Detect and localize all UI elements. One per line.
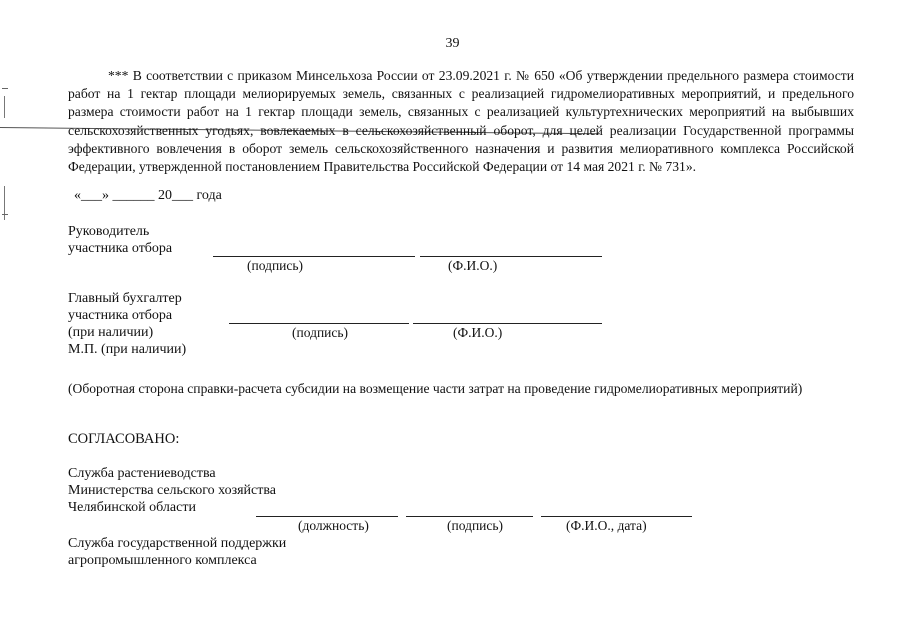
agreed-heading: СОГЛАСОВАНО: — [68, 431, 180, 447]
accountant-stamp-line: М.П. (при наличии) — [68, 342, 187, 357]
plant-signature-caption: (подпись) — [447, 518, 504, 533]
accountant-line2: участника отбора — [68, 308, 173, 323]
accountant-line1: Главный бухгалтер — [68, 291, 182, 306]
plant-position-line — [256, 516, 398, 517]
accountant-signature-line — [229, 323, 409, 324]
accountant-name-line — [413, 323, 602, 324]
accountant-line3: (при наличии) — [68, 325, 154, 340]
page-number: 39 — [445, 36, 460, 51]
plant-position-caption: (должность) — [298, 518, 369, 533]
accountant-name-caption: (Ф.И.О.) — [453, 325, 503, 340]
support-service-line2: агропромышленного комплекса — [68, 553, 257, 568]
head-title-line2: участника отбора — [68, 241, 173, 256]
footnote-paragraph: *** В соответствии с приказом Минсельхоза России от 23.09.2021 г. № 650 «Об утверждении предельного размера стоимости работ на 1 гектар площади мелиорируемых земель, связанных с реализацией гидромелиоративных мероприятий, и предельного размера стоимости работ на 1 гектар площади земель, связанных с реализацией культуртехнических мероприятий на выбывших сельскохозяйственных угодьях, вовлекаемых в сельскохозяйственный оборот, для целей реализации Государственной программы эффективного вовлечения в оборот земель сельскохозяйственного назначения и развития мелиоративного комплекса Российской Федерации, утвержденной постановлением Правительства Российской Федерации от 14 мая 2021 г. № 731». — [68, 68, 854, 175]
head-name-caption: (Ф.И.О.) — [448, 258, 498, 273]
accountant-signature-caption: (подпись) — [292, 325, 349, 340]
plant-service-line2: Министерства сельского хозяйства — [68, 483, 277, 498]
head-signature-caption: (подпись) — [247, 258, 304, 273]
margin-dash — [2, 88, 8, 89]
plant-signature-line — [406, 516, 533, 517]
margin-dash — [2, 214, 8, 215]
plant-service-line3: Челябинской области — [68, 500, 196, 515]
margin-mark — [4, 96, 5, 118]
head-signature-line — [213, 256, 415, 257]
date-line: «___» ______ 20___ года — [74, 188, 222, 203]
plant-name-date-caption: (Ф.И.О., дата) — [566, 518, 647, 533]
head-name-line — [420, 256, 602, 257]
plant-name-date-line — [541, 516, 692, 517]
plant-service-line1: Служба растениеводства — [68, 466, 216, 481]
head-title-line1: Руководитель — [68, 224, 150, 239]
reverse-side-note: (Оборотная сторона справки-расчета субсидии на возмещение части затрат на проведение гидромелиоративных мероприятий) — [68, 381, 803, 396]
support-service-line1: Служба государственной поддержки — [68, 536, 287, 551]
